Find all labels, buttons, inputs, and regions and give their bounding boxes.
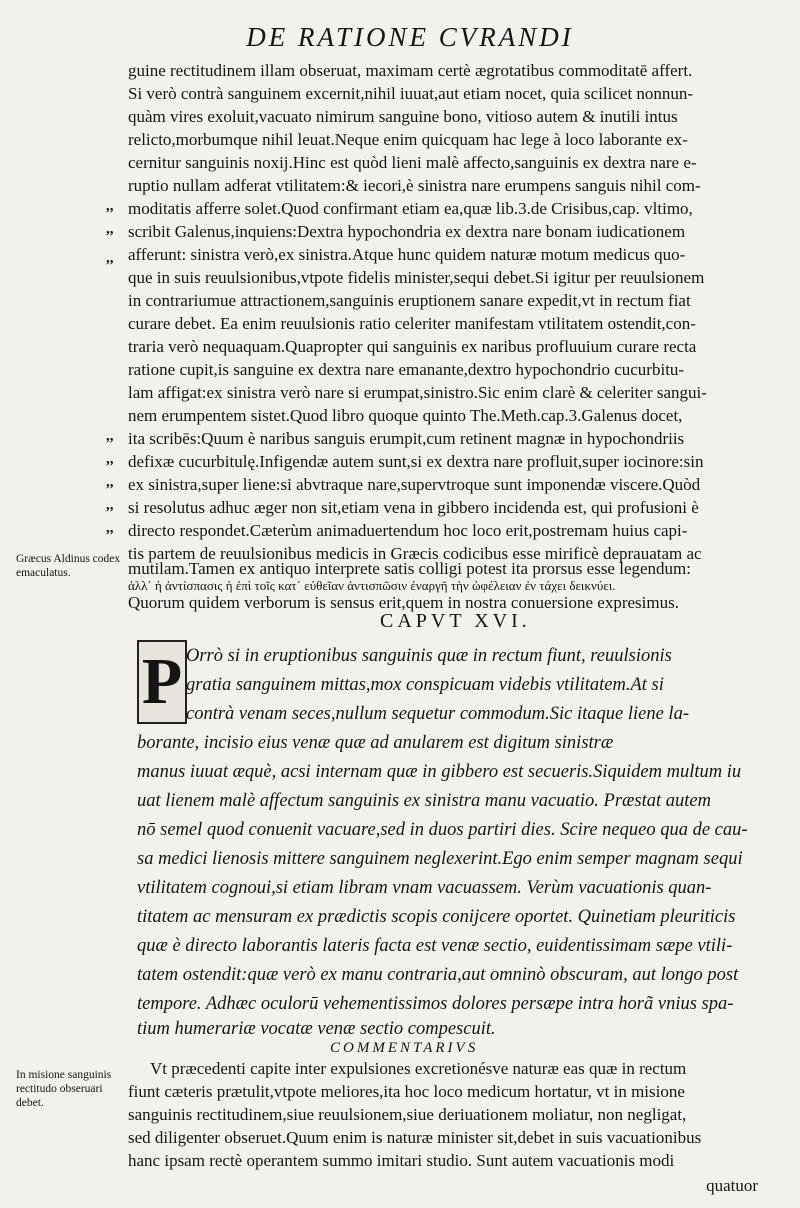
commentary-heading: COMMENTARIVS (330, 1040, 479, 1056)
text-line: titatem ac mensuram ex prædictis scopis conijcere oportet. Quinetiam pleuriticis (137, 907, 736, 927)
text-line: nō semel quod conuenit vacuare,sed in duos partiri dies. Scire nequeo qua de cau- (137, 820, 748, 840)
text-line: lam affigat:ex sinistra verò nare si erumpat,sinistro.Sic enim clarè & celeriter sangui- (128, 383, 707, 402)
text-line: borante, incisio eius venæ quæ ad anularem est digitum sinistræ (137, 733, 614, 753)
catchword: quatuor (706, 1176, 758, 1195)
text-line: fiunt cæteris prætulit,vtpote meliores,ita hoc loco medicum hortatur, vt in misione (128, 1082, 685, 1101)
text-line: traria verò nequaquam.Quapropter qui sanguinis ex naribus profluuium curare recta (128, 337, 697, 356)
text-line: Orrò si in eruptionibus sanguinis quæ in rectum fiunt, reuulsionis (186, 646, 672, 666)
text-line: si resolutus adhuc æger non sit,etiam vena in gibbero incidenda est, qui profusioni è (128, 498, 699, 517)
text-line: afferunt: sinistra verò,ex sinistra.Atque hunc quidem naturæ motum medicus quo- (128, 245, 686, 264)
text-line: ruptio nullam adferat vtilitatem:& iecori,è sinistra nare erumpens sanguis nihil com- (128, 176, 701, 195)
text-line: guine rectitudinem illam obseruat, maximam certè ægrotatibus commoditatē affert. (128, 61, 693, 80)
text-line: ratione cupit,is sanguine ex dextra nare emanante,dextro hypochondrio cucurbitu- (128, 360, 685, 379)
text-line: Quorum quidem verborum is sensus erit,quem in nostra conuersione expresimus. (128, 593, 679, 612)
text-line: cernitur sanguinis noxij.Hinc est quòd lieni malè affecto,sanguinis ex dextra nare e- (128, 153, 697, 172)
text-line: sed diligenter obseruet.Quum enim is naturæ minister sit,debet in suis vacuationibus (128, 1128, 702, 1147)
text-line: tatem ostendit:quæ verò ex manu contraria,aut omninò obscuram, aut longo post (137, 965, 739, 985)
chapter-title: CAPVT XVI. (380, 610, 531, 632)
text-line: quàm vires exoluit,vacuato nimirum sanguine bono, vitioso autem & inutili intus (128, 107, 678, 126)
text-line: ita scribēs:Quum è naribus sanguis erumpit,cum retinent magnæ in hypochondriis (128, 429, 685, 448)
quote-mark: ,, (106, 520, 114, 536)
text-line: Si verò contrà sanguinem excernit,nihil iuuat,aut etiam nocet, quia scilicet nonnun- (128, 84, 694, 103)
text-line: vtilitatem cognoui,si etiam libram vnam vacuassem. Verùm vacuationis quan- (137, 878, 712, 898)
text-line: nem erumpentem sistet.Quod libro quoque quinto The.Meth.cap.3.Galenus docet, (128, 406, 683, 425)
text-line: tis partem de reuulsionibus medicis in Græcis codicibus esse mirificè deprauatam ac (128, 544, 702, 563)
quote-mark: ,, (106, 474, 114, 490)
greek-quotation: ἀλλ᾽ ἡ ἀντίσπασις ἡ ἐπὶ τοῖς κατ᾽ εὐθεῖαν ἀντισπῶσιν ἐναργῆ τὴν ὠφέλειαν ἐν τάχει δεικνύει. (128, 578, 616, 593)
quote-mark: ,, (106, 428, 114, 444)
text-line: directo respondet.Cæterùm animaduertendum hoc loco erit,postremam huius capi- (128, 521, 688, 540)
quote-mark: ,, (106, 451, 114, 467)
running-head: DE RATIONE CVRANDI (246, 22, 574, 52)
text-line: tium humerariæ vocatæ venæ sectio compescuit. (137, 1019, 496, 1039)
text-line: mutilam.Tamen ex antiquo interprete satis colligi potest ita prorsus esse legendum: (128, 559, 691, 578)
quote-mark: ,, (106, 198, 114, 214)
text-line: relicto,morbumque nihil leuat.Neque enim quicquam hac lege à loco laborante ex- (128, 130, 688, 149)
text-line: defixæ cucurbitulę.Infigendæ autem sunt,si ex dextra nare profluit,super iocinore:sin (128, 452, 704, 471)
text-line: hanc ipsam rectè operantem summo imitari studio. Sunt autem vacuationis modi (128, 1151, 675, 1170)
margin-note: In misione sanguinis rectitudo obseruari debet. (16, 1069, 112, 1109)
quote-mark: ,, (106, 497, 114, 513)
initial-letter: P (141, 645, 183, 718)
quote-mark: ,, (106, 221, 114, 237)
text-line: contrà venam seces,nullum sequetur commodum.Sic itaque liene la- (186, 704, 689, 724)
text-line: tempore. Adhæc oculorū vehementissimos dolores persæpe intra horã vnius spa- (137, 994, 734, 1014)
text-line: sa medici lienosis mittere sanguinem neglexerint.Ego enim semper magnam sequi (137, 849, 743, 869)
text-line: manus iuuat æquè, acsi internam quæ in gibbero est secueris.Siquidem multum iu (137, 762, 742, 782)
text-line: quæ è directo laborantis lateris facta est venæ sectio, euidentissimam sæpe vtili- (137, 936, 733, 956)
quote-mark: ,, (106, 250, 114, 266)
text-line: ex sinistra,super liene:si abvtraque nare,supervtroque sunt imponendæ viscere.Quòd (128, 475, 701, 494)
text-line: uat lienem malè affectum sanguinis ex sinistra manu vacuatio. Præstat autem (137, 791, 711, 811)
text-line: sanguinis rectitudinem,siue reuulsionem,siue deriuationem moliatur, non negligat, (128, 1105, 687, 1124)
text-line: gratia sanguinem mittas,mox conspicuam videbis vtilitatem.At si (186, 675, 664, 695)
margin-note: Græcus Aldinus codex emaculatus. (16, 553, 121, 579)
text-line: moditatis afferre solet.Quod confirmant etiam ea,quæ lib.3.de Crisibus,cap. vltimo, (128, 199, 693, 218)
text-line: Vt præcedenti capite inter expulsiones excretionésve naturæ eas quæ in rectum (150, 1059, 687, 1078)
text-line: curare debet. Ea enim reuulsionis ratio celeriter manifestam vtilitatem ostendit,con- (128, 314, 696, 333)
text-line: in contrariumue attractionem,sanguinis eruptionem sanare expedit,vt in rectum fiat (128, 291, 691, 310)
text-line: que in suis reuulsionibus,vtpote fidelis minister,sequi debet.Si igitur per reuulsionem (128, 268, 705, 287)
text-line: scribit Galenus,inquiens:Dextra hypochondria ex dextra nare bonam iudicationem (128, 222, 686, 241)
decorated-initial (137, 640, 187, 724)
